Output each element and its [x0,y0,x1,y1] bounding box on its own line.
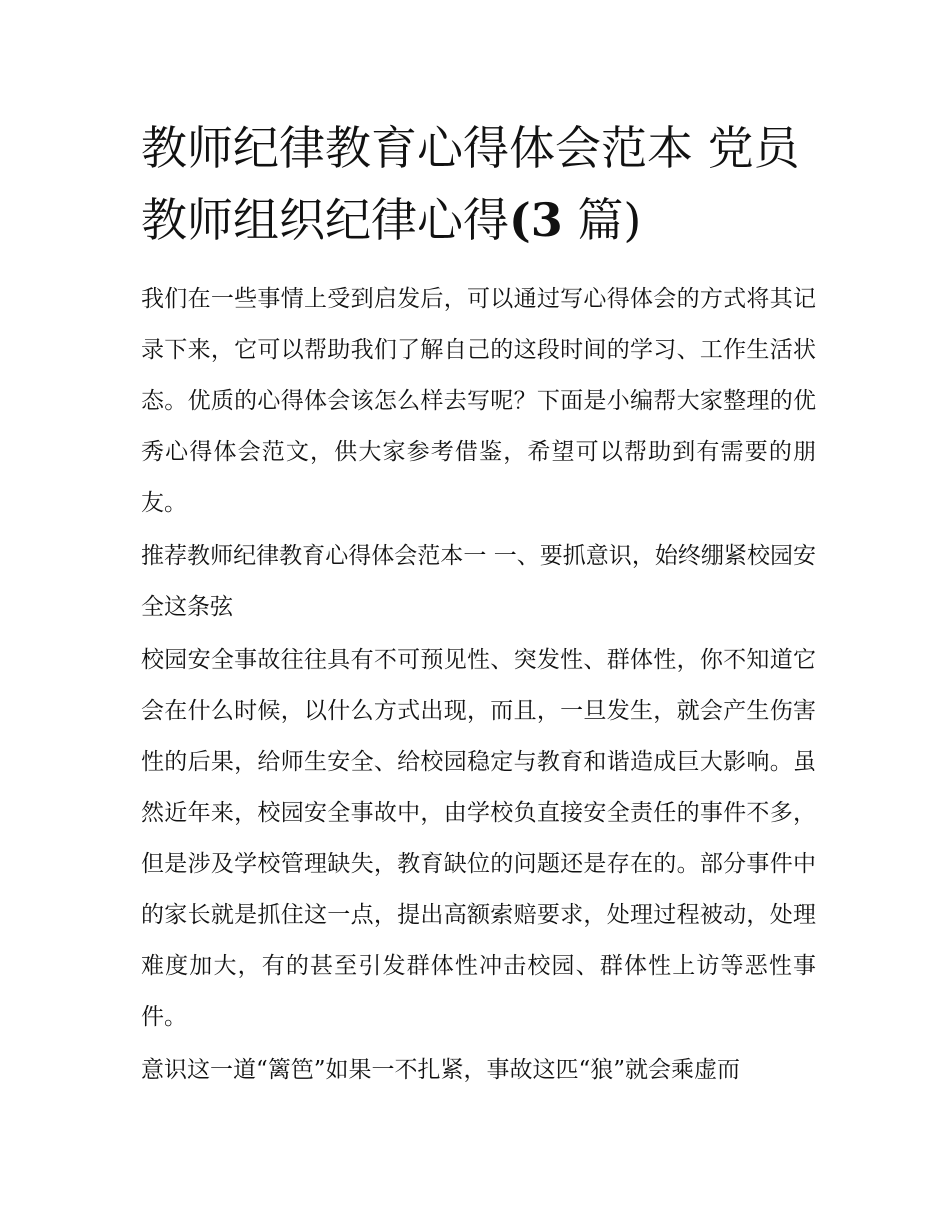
document-title [141,112,816,256]
intro-paragraph: 我们在一些事情上受到启发后，可以通过写心得体会的方式将其记录下来，它可以帮助我们了解自己的这段时间的学习、工作生活状态。优质的心得体会该怎么样去写呢？下面是小编帮大家整理的优秀心得体会范文，供大家参考借鉴，希望可以帮助到有需要的朋友。 [141,286,816,516]
title-count: (3 [509,193,563,247]
body-paragraph-2: 意识这一道“篱笆”如果一不扎紧，事故这匹“狼”就会乘虚而 [141,1057,741,1083]
title-suffix: 篇) [562,193,642,247]
body-paragraph-1: 校园安全事故往往具有不可预见性、突发性、群体性，你不知道它会在什么时候，以什么方式出现，而且，一旦发生，就会产生伤害性的后果，给师生安全、给校园稳定与教育和谐造成巨大影响。虽然近年来，校园安全事故中，由学校负直接安全责任的事件不多，但是涉及学校管理缺失，教育缺位的问题还是存在的。部分事件中的家长就是抓住这一点，提出高额索赔要求，处理过程被动，处理难度加大，有的甚至引发群体性冲击校园、群体性上访等恶性事件。 [141,647,816,1030]
title-text: 教师纪律教育心得体会范本 党员教师组织纪律心得 [141,121,800,247]
section-heading: 推荐教师纪律教育心得体会范本一 一、要抓意识，始终绷紧校园安全这条弦 [141,543,816,620]
document-body [141,112,816,1096]
